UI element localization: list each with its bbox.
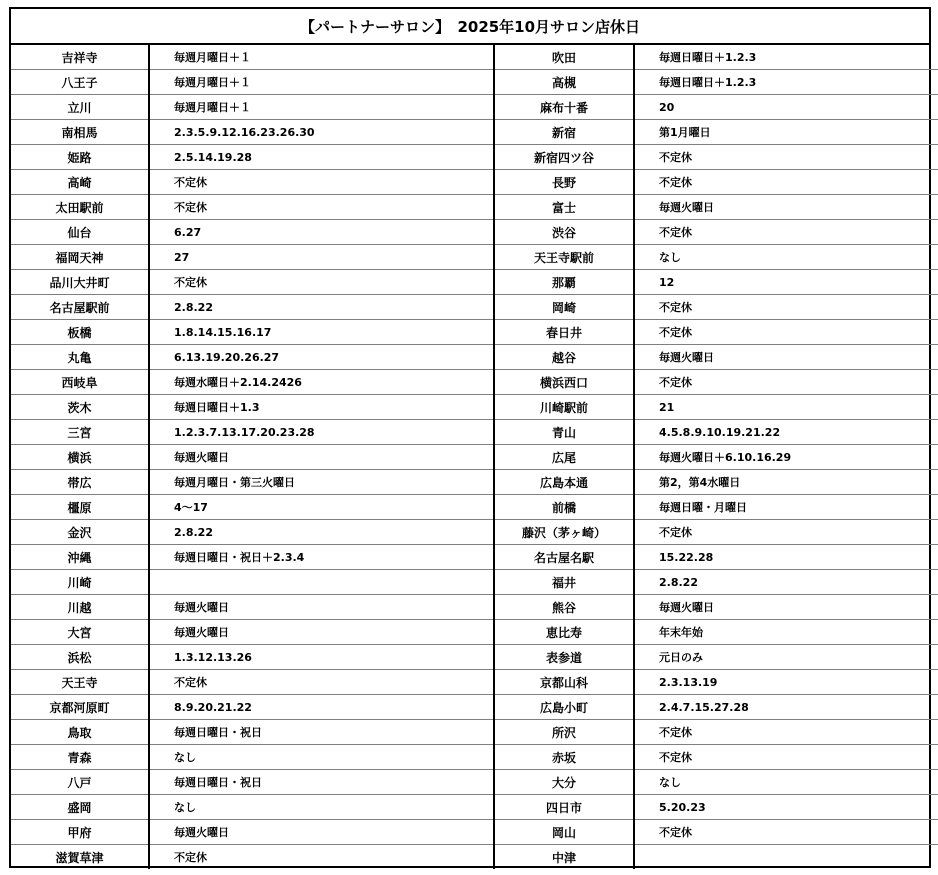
- right-store-name: 川崎駅前: [494, 395, 634, 420]
- table-row: [11, 520, 938, 545]
- right-holiday-value: 2.4.7.15.27.28: [634, 695, 938, 720]
- right-store-name: 新宿: [494, 120, 634, 145]
- right-store-name: 表参道: [494, 645, 634, 670]
- right-holiday-value: 不定休: [634, 370, 938, 395]
- left-holiday-value: 毎週火曜日: [149, 620, 494, 645]
- table-row: [11, 195, 938, 220]
- table-row: [11, 245, 938, 270]
- right-holiday-value: 15.22.28: [634, 545, 938, 570]
- right-store-name: 大分: [494, 770, 634, 795]
- right-holiday-value: 不定休: [634, 720, 938, 745]
- left-holiday-value: 毎週日曜日・祝日: [149, 720, 494, 745]
- table-row: [11, 370, 938, 395]
- right-store-name: 熊谷: [494, 595, 634, 620]
- left-store-name: 甲府: [11, 820, 149, 845]
- right-store-name: 所沢: [494, 720, 634, 745]
- left-store-name: 横浜: [11, 445, 149, 470]
- right-holiday-value: 12: [634, 270, 938, 295]
- right-store-name: 青山: [494, 420, 634, 445]
- left-store-name: 南相馬: [11, 120, 149, 145]
- left-holiday-value: 毎週火曜日: [149, 445, 494, 470]
- left-holiday-value: 1.3.12.13.26: [149, 645, 494, 670]
- left-store-name: 西岐阜: [11, 370, 149, 395]
- right-holiday-value: 不定休: [634, 220, 938, 245]
- right-holiday-value: なし: [634, 245, 938, 270]
- table-row: [11, 345, 938, 370]
- left-store-name: 川崎: [11, 570, 149, 595]
- left-holiday-value: 不定休: [149, 270, 494, 295]
- right-store-name: 那覇: [494, 270, 634, 295]
- left-holiday-value: 2.3.5.9.12.16.23.26.30: [149, 120, 494, 145]
- left-holiday-value: 毎週日曜日・祝日＋2.3.4: [149, 545, 494, 570]
- holiday-table-body: [11, 45, 938, 869]
- right-holiday-value: [634, 845, 938, 870]
- left-holiday-value: 不定休: [149, 170, 494, 195]
- right-store-name: 天王寺駅前: [494, 245, 634, 270]
- left-holiday-value: [149, 570, 494, 595]
- right-holiday-value: 不定休: [634, 520, 938, 545]
- table-row: [11, 470, 938, 495]
- left-holiday-value: 1.2.3.7.13.17.20.23.28: [149, 420, 494, 445]
- table-row: [11, 420, 938, 445]
- left-store-name: 仙台: [11, 220, 149, 245]
- right-holiday-value: 不定休: [634, 820, 938, 845]
- table-row: [11, 795, 938, 820]
- right-holiday-value: 毎週火曜日＋6.10.16.29: [634, 445, 938, 470]
- right-holiday-value: 2.3.13.19: [634, 670, 938, 695]
- left-store-name: 太田駅前: [11, 195, 149, 220]
- right-store-name: 赤坂: [494, 745, 634, 770]
- table-row: [11, 495, 938, 520]
- left-store-name: 京都河原町: [11, 695, 149, 720]
- left-holiday-value: 不定休: [149, 195, 494, 220]
- holiday-sheet: [9, 7, 931, 868]
- left-holiday-value: 8.9.20.21.22: [149, 695, 494, 720]
- table-row: [11, 70, 938, 95]
- right-store-name: 越谷: [494, 345, 634, 370]
- table-row: [11, 720, 938, 745]
- left-store-name: 鳥取: [11, 720, 149, 745]
- left-holiday-value: 毎週月曜日＋１: [149, 45, 494, 70]
- right-holiday-value: 毎週火曜日: [634, 195, 938, 220]
- right-store-name: 富士: [494, 195, 634, 220]
- left-store-name: 帯広: [11, 470, 149, 495]
- left-store-name: 滋賀草津: [11, 845, 149, 870]
- left-store-name: 金沢: [11, 520, 149, 545]
- left-holiday-value: 不定休: [149, 845, 494, 870]
- table-row: [11, 820, 938, 845]
- left-holiday-value: 毎週月曜日・第三火曜日: [149, 470, 494, 495]
- right-holiday-value: 不定休: [634, 170, 938, 195]
- table-row: [11, 145, 938, 170]
- left-store-name: 立川: [11, 95, 149, 120]
- left-holiday-value: なし: [149, 745, 494, 770]
- right-holiday-value: 5.20.23: [634, 795, 938, 820]
- table-row: [11, 695, 938, 720]
- right-store-name: 福井: [494, 570, 634, 595]
- table-row: [11, 120, 938, 145]
- left-holiday-value: 27: [149, 245, 494, 270]
- left-store-name: 三宮: [11, 420, 149, 445]
- right-holiday-value: 毎週日曜・月曜日: [634, 495, 938, 520]
- table-row: [11, 270, 938, 295]
- right-store-name: 岡山: [494, 820, 634, 845]
- left-holiday-value: 毎週月曜日＋１: [149, 70, 494, 95]
- left-store-name: 丸亀: [11, 345, 149, 370]
- left-holiday-value: 6.13.19.20.26.27: [149, 345, 494, 370]
- right-store-name: 麻布十番: [494, 95, 634, 120]
- right-store-name: 横浜西口: [494, 370, 634, 395]
- right-store-name: 広島小町: [494, 695, 634, 720]
- left-store-name: 青森: [11, 745, 149, 770]
- left-holiday-value: 2.8.22: [149, 295, 494, 320]
- right-store-name: 新宿四ツ谷: [494, 145, 634, 170]
- table-row: [11, 595, 938, 620]
- right-holiday-value: 第1月曜日: [634, 120, 938, 145]
- left-holiday-value: 2.8.22: [149, 520, 494, 545]
- left-holiday-value: 6.27: [149, 220, 494, 245]
- left-store-name: 姫路: [11, 145, 149, 170]
- left-store-name: 板橋: [11, 320, 149, 345]
- right-holiday-value: 不定休: [634, 295, 938, 320]
- right-holiday-value: 毎週日曜日＋1.2.3: [634, 70, 938, 95]
- left-store-name: 橿原: [11, 495, 149, 520]
- right-holiday-value: 毎週火曜日: [634, 345, 938, 370]
- table-row: [11, 295, 938, 320]
- right-holiday-value: なし: [634, 770, 938, 795]
- table-row: [11, 570, 938, 595]
- left-store-name: 名古屋駅前: [11, 295, 149, 320]
- left-holiday-value: 毎週火曜日: [149, 820, 494, 845]
- table-row: [11, 745, 938, 770]
- right-store-name: 広島本通: [494, 470, 634, 495]
- left-store-name: 八王子: [11, 70, 149, 95]
- right-holiday-value: 毎週日曜日＋1.2.3: [634, 45, 938, 70]
- right-store-name: 広尾: [494, 445, 634, 470]
- right-store-name: 藤沢（茅ヶ崎）: [494, 520, 634, 545]
- right-store-name: 春日井: [494, 320, 634, 345]
- right-store-name: 渋谷: [494, 220, 634, 245]
- table-row: [11, 670, 938, 695]
- left-store-name: 品川大井町: [11, 270, 149, 295]
- right-holiday-value: 第2，第4水曜日: [634, 470, 938, 495]
- right-holiday-value: 不定休: [634, 745, 938, 770]
- left-holiday-value: 毎週日曜日＋1.3: [149, 395, 494, 420]
- right-store-name: 中津: [494, 845, 634, 870]
- left-holiday-value: 1.8.14.15.16.17: [149, 320, 494, 345]
- table-row: [11, 445, 938, 470]
- right-store-name: 四日市: [494, 795, 634, 820]
- sheet-title: 【パートナーサロン】 2025年10月サロン店休日: [11, 9, 929, 45]
- left-store-name: 川越: [11, 595, 149, 620]
- holiday-table: [11, 45, 938, 869]
- right-store-name: 高槻: [494, 70, 634, 95]
- left-store-name: 盛岡: [11, 795, 149, 820]
- table-row: [11, 645, 938, 670]
- table-row: [11, 45, 938, 70]
- left-holiday-value: 4～17: [149, 495, 494, 520]
- left-holiday-value: 毎週月曜日＋１: [149, 95, 494, 120]
- right-holiday-value: 21: [634, 395, 938, 420]
- right-store-name: 京都山科: [494, 670, 634, 695]
- table-row: [11, 845, 938, 870]
- right-holiday-value: 元日のみ: [634, 645, 938, 670]
- right-holiday-value: 2.8.22: [634, 570, 938, 595]
- right-store-name: 岡崎: [494, 295, 634, 320]
- right-store-name: 恵比寿: [494, 620, 634, 645]
- right-holiday-value: 20: [634, 95, 938, 120]
- table-row: [11, 320, 938, 345]
- left-store-name: 八戸: [11, 770, 149, 795]
- right-store-name: 吹田: [494, 45, 634, 70]
- left-store-name: 浜松: [11, 645, 149, 670]
- right-store-name: 名古屋名駅: [494, 545, 634, 570]
- left-holiday-value: なし: [149, 795, 494, 820]
- right-holiday-value: 不定休: [634, 145, 938, 170]
- right-holiday-value: 毎週火曜日: [634, 595, 938, 620]
- table-row: [11, 220, 938, 245]
- left-holiday-value: 不定休: [149, 670, 494, 695]
- right-holiday-value: 4.5.8.9.10.19.21.22: [634, 420, 938, 445]
- left-holiday-value: 毎週火曜日: [149, 595, 494, 620]
- table-row: [11, 770, 938, 795]
- table-row: [11, 395, 938, 420]
- right-holiday-value: 年末年始: [634, 620, 938, 645]
- left-holiday-value: 2.5.14.19.28: [149, 145, 494, 170]
- left-store-name: 天王寺: [11, 670, 149, 695]
- right-store-name: 前橋: [494, 495, 634, 520]
- left-store-name: 大宮: [11, 620, 149, 645]
- left-holiday-value: 毎週水曜日＋2.14.2426: [149, 370, 494, 395]
- table-row: [11, 545, 938, 570]
- left-store-name: 茨木: [11, 395, 149, 420]
- left-store-name: 高崎: [11, 170, 149, 195]
- left-store-name: 吉祥寺: [11, 45, 149, 70]
- table-row: [11, 170, 938, 195]
- left-store-name: 福岡天神: [11, 245, 149, 270]
- right-store-name: 長野: [494, 170, 634, 195]
- table-row: [11, 95, 938, 120]
- table-row: [11, 620, 938, 645]
- left-store-name: 沖縄: [11, 545, 149, 570]
- left-holiday-value: 毎週日曜日・祝日: [149, 770, 494, 795]
- right-holiday-value: 不定休: [634, 320, 938, 345]
